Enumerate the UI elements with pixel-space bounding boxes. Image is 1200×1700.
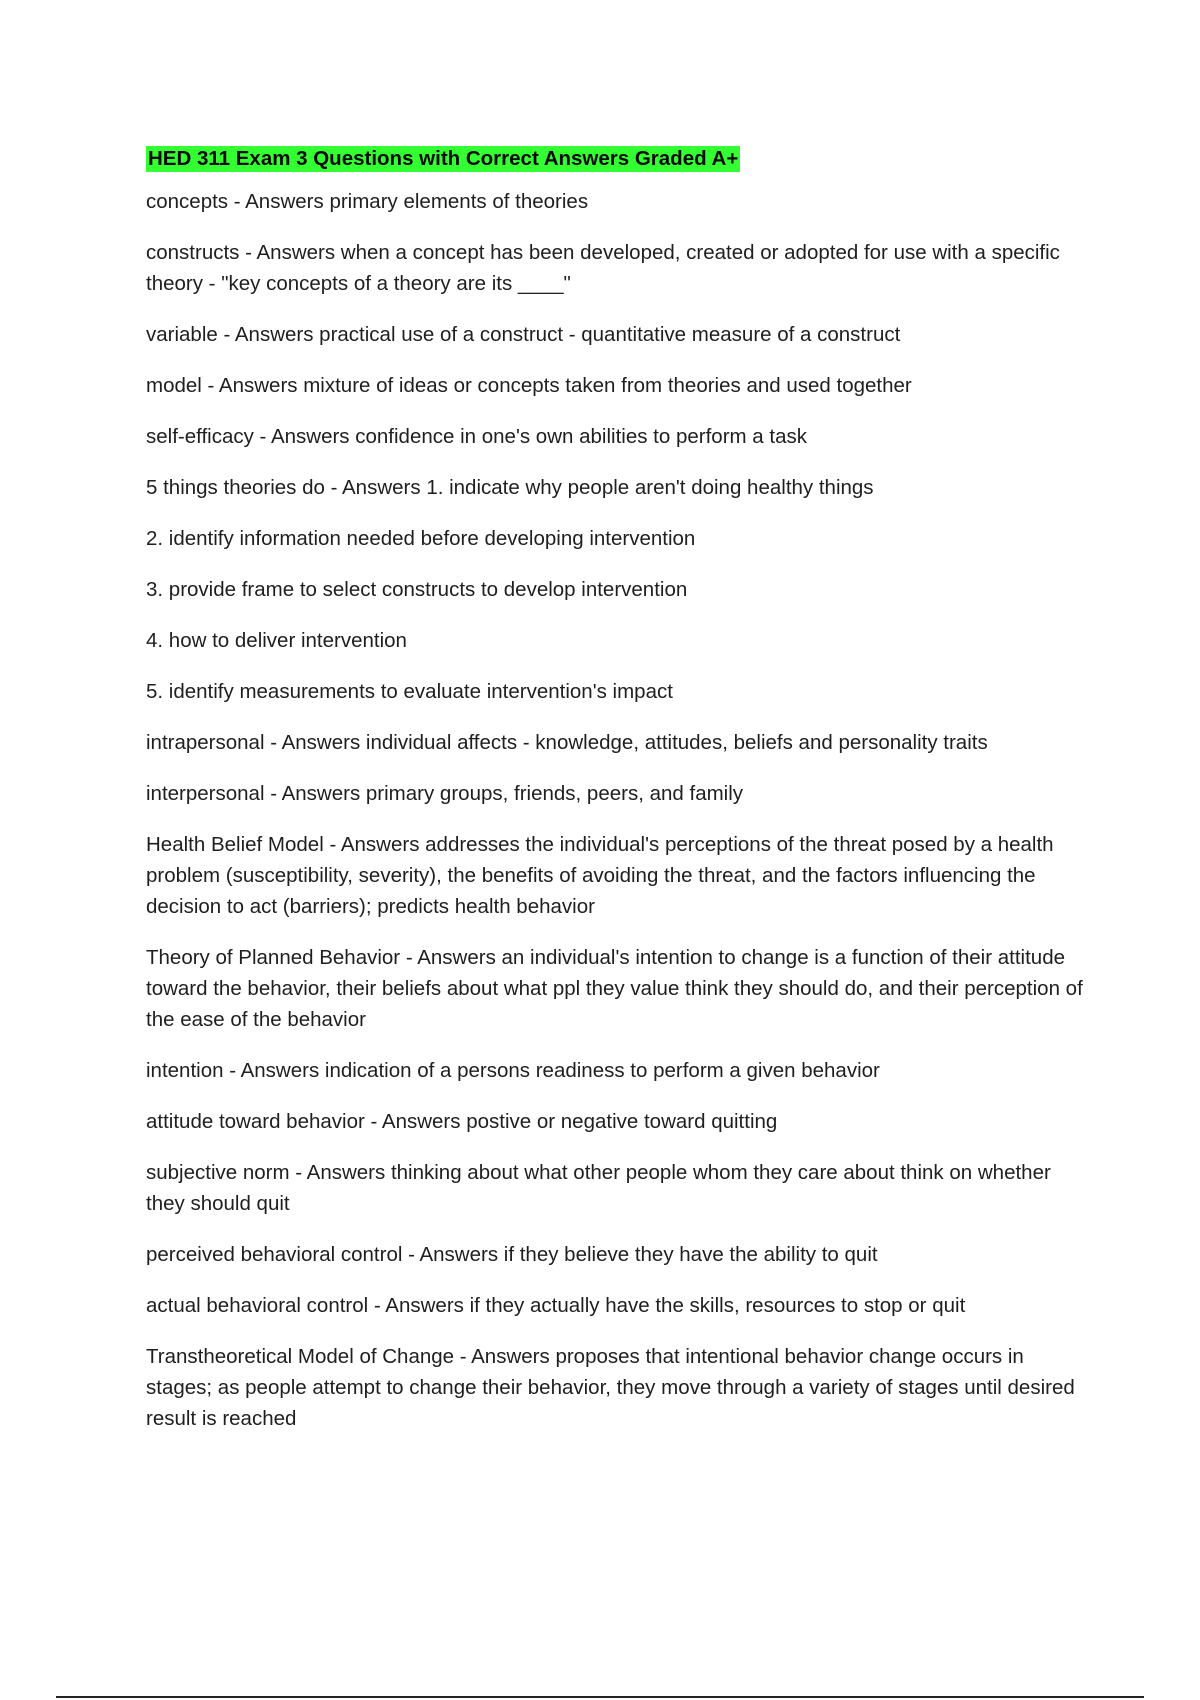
qa-entry-intrapersonal: intrapersonal - Answers individual affects - knowledge, attitudes, beliefs and personality traits <box>146 731 988 754</box>
qa-entry-five-things: 5 things theories do - Answers 1. indicate why people aren't doing healthy things <box>146 476 874 499</box>
qa-entry-health-belief-model: Health Belief Model - Answers addresses the individual's perceptions of the threat posed by a health problem (susceptibility, severity), the benefits of avoiding the threat, and the factors influencing the decision to act (barriers); predicts health behavior <box>146 833 1054 918</box>
qa-entry-variable: variable - Answers practical use of a construct - quantitative measure of a construct <box>146 323 901 346</box>
qa-entry-model: model - Answers mixture of ideas or concepts taken from theories and used together <box>146 374 912 397</box>
document-title: HED 311 Exam 3 Questions with Correct Answers Graded A+ <box>148 147 739 170</box>
document-content <box>146 146 1086 1454</box>
qa-entry-perceived-control: perceived behavioral control - Answers if they believe they have the ability to quit <box>146 1243 878 1266</box>
page-bottom-rule <box>56 1696 1144 1698</box>
qa-entry-self-efficacy: self-efficacy - Answers confidence in one's own abilities to perform a task <box>146 425 807 448</box>
qa-entry-actual-control: actual behavioral control - Answers if they actually have the skills, resources to stop or quit <box>146 1294 966 1317</box>
qa-entry-theory-planned-behavior: Theory of Planned Behavior - Answers an individual's intention to change is a function of their attitude toward the behavior, their beliefs about what ppl they value think they should do, and their perception of the ease of the behavior <box>146 946 1083 1031</box>
qa-entry-concepts: concepts - Answers primary elements of theories <box>146 190 589 213</box>
qa-entry-transtheoretical-model: Transtheoretical Model of Change - Answers proposes that intentional behavior change occurs in stages; as people attempt to change their behavior, they move through a variety of stages until desired result is reached <box>146 1345 1075 1430</box>
qa-entry-attitude: attitude toward behavior - Answers postive or negative toward quitting <box>146 1110 778 1133</box>
list-item-4: 4. how to deliver intervention <box>146 629 407 652</box>
list-item-5: 5. identify measurements to evaluate intervention's impact <box>146 680 673 703</box>
qa-entry-subjective-norm: subjective norm - Answers thinking about what other people whom they care about think on whether they should quit <box>146 1161 1051 1215</box>
qa-entry-intention: intention - Answers indication of a persons readiness to perform a given behavior <box>146 1059 880 1082</box>
qa-entry-constructs: constructs - Answers when a concept has been developed, created or adopted for use with a specific theory - "key concepts of a theory are its ____" <box>146 241 1060 295</box>
qa-entry-interpersonal: interpersonal - Answers primary groups, friends, peers, and family <box>146 782 744 805</box>
list-item-2: 2. identify information needed before developing intervention <box>146 527 696 550</box>
list-item-3: 3. provide frame to select constructs to develop intervention <box>146 578 688 601</box>
